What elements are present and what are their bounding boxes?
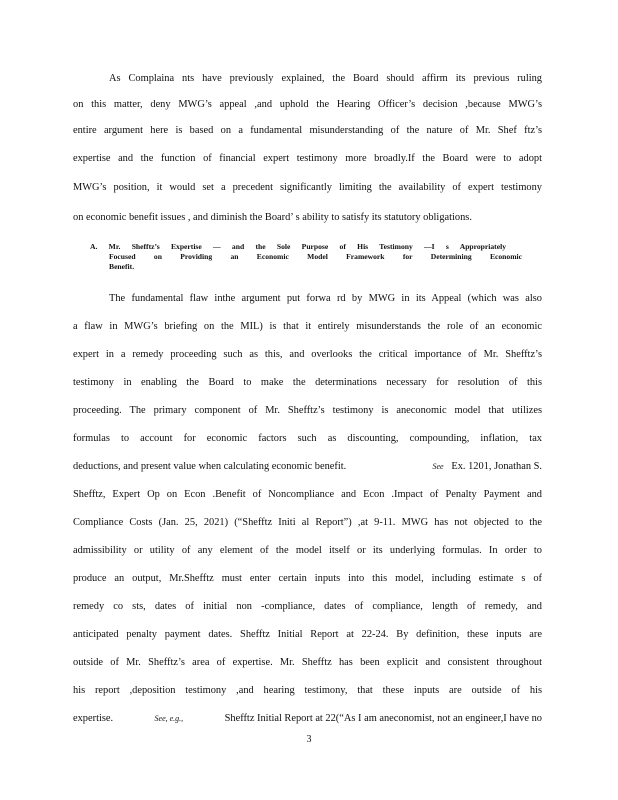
paragraph-2-line-15: his report ,deposition testimony ,and hearing testimony, that these inputs are outside of his [73,685,542,696]
section-heading-line-2: Focused on Providing an Economic Model Framework for Determining Economic [109,252,522,261]
line-7-tail: Ex. 1201, Jonathan S. [451,461,542,472]
paragraph-2-line-5: proceeding. The primary component of Mr. Shefftz’s testimony is aneconomic model that utilizes [73,405,542,416]
paragraph-2-line-16 [73,712,542,726]
line-16-lead: expertise. [73,713,114,724]
section-heading [90,242,522,274]
section-heading-line-3: Benefit. [109,262,135,271]
paragraph-2-line-8: Shefftz, Expert Op on Econ .Benefit of Noncompliance and Econ .Impact of Penalty Payment and [73,489,542,500]
line-7-citation [432,460,542,474]
paragraph-2-line-11: produce an output, Mr.Shefftz must enter certain inputs into this model, including estimate s of [73,573,542,584]
paragraph-1-line-2: on this matter, deny MWG’s appeal ,and uphold the Hearing Officer’s decision ,because MWG’s [73,99,542,110]
paragraph-1-line-6: on economic benefit issues , and diminish the Board’ s ability to satisfy its statutory obligations. [73,212,472,223]
paragraph-2-line-3: expert in a remedy proceeding such as this, and overlooks the critical importance of Mr. Shefftz’s [73,349,542,360]
paragraph-2-line-7 [73,460,542,474]
citation-see-eg: See, e.g., [154,714,184,723]
paragraph-2-line-13: anticipated penalty payment dates. Shefftz Initial Report at 22-24. By definition, these inputs are [73,629,542,640]
paragraph-2-line-6: formulas to account for economic factors such as discounting, compounding, inflation, tax [73,433,542,444]
paragraph-2-line-9: Compliance Costs (Jan. 25, 2021) (“Shefftz Initi al Report”) ,at 9-11. MWG has not objected to the [73,517,542,528]
paragraph-1-line-3: entire argument here is based on a fundamental misunderstanding of the nature of Mr. Shef ftz’s [73,125,542,136]
paragraph-2-line-4: testimony in enabling the Board to make the determinations necessary for resolution of this [73,377,542,388]
page-number: 3 [306,734,312,745]
paragraph-2-line-2: a flaw in MWG’s briefing on the MIL) is that it entirely misunderstands the role of an economic [73,321,542,332]
section-heading-line-1: A. Mr. Shefftz’s Expertise — and the Sole Purpose of His Testimony —I s Appropriately [90,242,506,251]
paragraph-2-line-14: outside of Mr. Shefftz’s area of expertise. Mr. Shefftz has been explicit and consistent throughout [73,657,542,668]
paragraph-1-line-5: MWG’s position, it would set a precedent significantly limiting the availability of expert testimony [73,182,542,193]
paragraph-2-line-12: remedy co sts, dates of initial non -compliance, dates of compliance, length of remedy, and [73,601,542,612]
paragraph-2-line-10: admissibility or utility of any element of the model itself or its underlying formulas. In order to [73,545,542,556]
citation-see: See [432,462,444,471]
line-7-text: deductions, and present value when calculating economic benefit. [73,461,347,472]
paragraph-2-line-1: The fundamental flaw inthe argument put forwa rd by MWG in its Appeal (which was also [109,293,542,304]
paragraph-1-line-1: As Complaina nts have previously explained, the Board should affirm its previous ruling [109,73,542,84]
line-16-tail: Shefftz Initial Report at 22(“As I am aneconomist, not an engineer,I have no [224,713,542,724]
paragraph-1-line-4: expertise and the function of financial expert testimony more broadly.If the Board were to adopt [73,153,542,164]
